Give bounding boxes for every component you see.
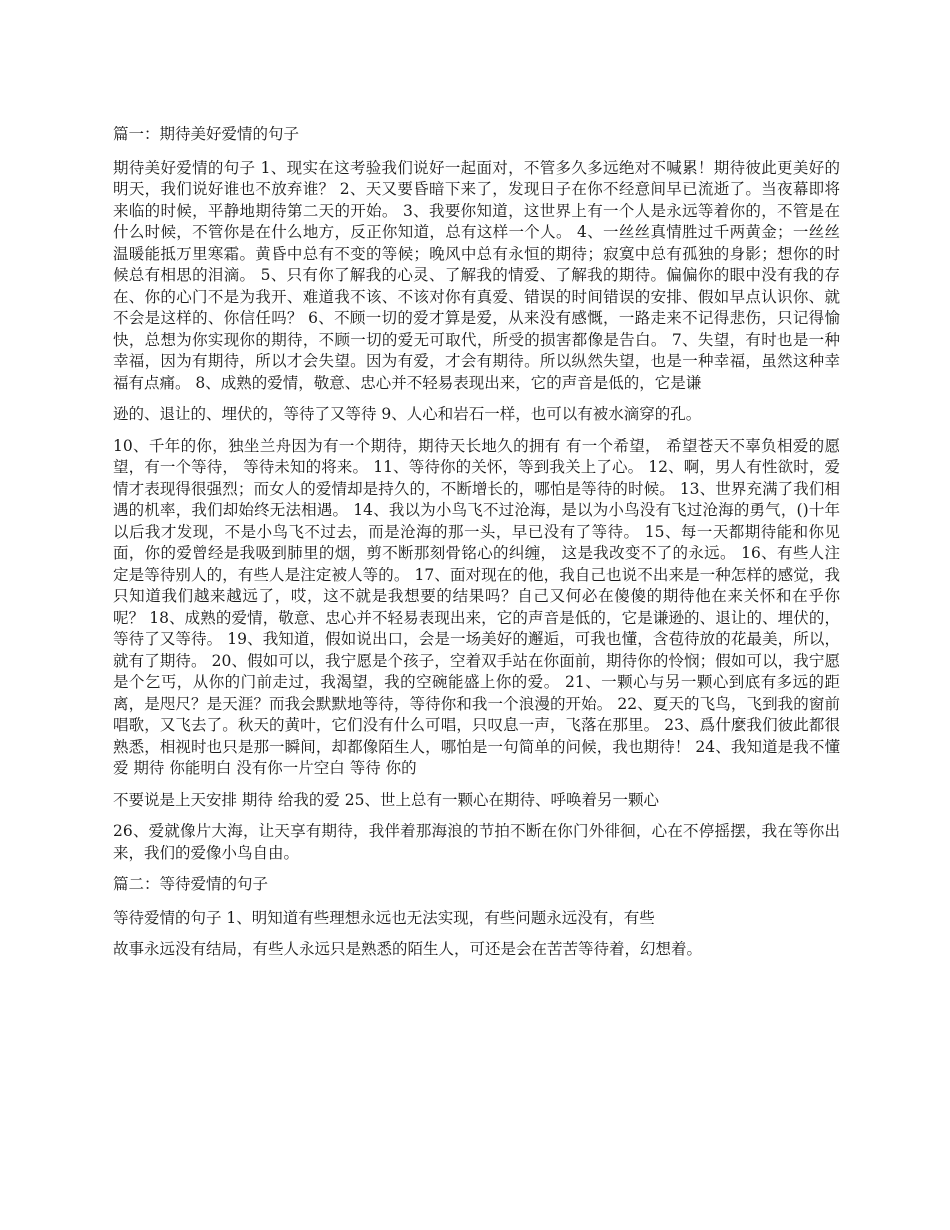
body-paragraph: 26、爱就像片大海，让天享有期待，我伴着那海浪的节拍不断在你门外徘徊，心在不停摇摆，我在等你出来，我们的爱像小鸟自由。 [113, 822, 840, 862]
body-paragraph: 等待爱情的句子 1、明知道有些理想永远也无法实现，有些问题永远没有，有些 [113, 908, 655, 927]
section-heading-2: 篇二：等待爱情的句子 [113, 875, 269, 893]
section-heading-1: 篇一：期待美好爱情的句子 [113, 125, 300, 143]
body-paragraph: 故事永远没有结局，有些人永远只是熟悉的陌生人，可还是会在苦苦等待着，幻想着。 [113, 940, 703, 958]
body-paragraph: 逊的、退让的、埋伏的，等待了又等待 9、人心和岩石一样，也可以有被水滴穿的孔。 [113, 405, 702, 423]
body-paragraph: 期待美好爱情的句子 1、现实在这考验我们说好一起面对，不管多久多远绝对不喊累！期待彼此更美好的明天，我们说好谁也不放弃谁？ 2、天又要昏暗下来了，发现日子在你不经意间早已流逝了。当夜幕即将来临的时候，平静地期待第二天的开始。 3、我要你知道，这世界上有一个人是永远等着你的，不管是在什么时候，不管你是在什么地方，反正你知道，总有这样一个人。 4、一丝丝真情胜过千两黄金；一丝丝温暖能抵万里寒霜。黄昏中总有不变的等候；晚风中总有永恒的期待；寂寞中总有孤独的身影；想你的时候总有相思的泪滴。 5、只有你了解我的心灵、了解我的情爱、了解我的期待。偏偏你的眼中没有我的存在、你的心门不是为我开、难道我不该、不该对你有真爱、错误的时间错误的安排、假如早点认识你、就不会是这样的、你信任吗？ 6、不顾一切的爱才算是爱，从来没有感慨，一路走来不记得悲伤，只记得愉快，总想为你实现你的期待，不顾一切的爱无可取代，所受的损害都像是告白。 7、失望，有时也是一种幸福，因为有期待，所以才会失望。因为有爱，才会有期待。所以纵然失望，也是一种幸福，虽然这种幸福有点痛。 8、成熟的爱情，敬意、忠心并不轻易表现出来，它的声音是低的，它是谦 [113, 158, 840, 392]
body-paragraph: 不要说是上天安排 期待 给我的爱 25、世上总有一颗心在期待、呼唤着另一颗心 [113, 790, 660, 809]
body-paragraph: 10、千年的你，独坐兰舟因为有一个期待，期待天长地久的拥有 有一个希望， 希望苍天不辜负相爱的愿望，有一个等待， 等待未知的将来。 11、等待你的关怀，等到我关上了心。 12、啊，男人有性欲时，爱情才表现得很强烈；而女人的爱情却是持久的，不断增长的，哪怕是等待的时候。 13、世界充满了我们相遇的机率，我们却始终无法相遇。 14、我以为小鸟飞不过沧海，是以为小鸟没有飞过沧海的勇气，()十年以后我才发现，不是小鸟飞不过去，而是沧海的那一头，早已没有了等待。 15、每一天都期待能和你见面，你的爱曾经是我吸到肺里的烟，剪不断那刻骨铭心的纠缠， 这是我改变不了的永远。 16、有些人注定是等待别人的，有些人是注定被人等的。 17、面对现在的他，我自己也说不出来是一种怎样的感觉，我只知道我们越来越远了，哎，这不就是我想要的结果吗？自己又何必在傻傻的期待他在来关怀和在乎你呢？ 18、成熟的爱情，敬意、忠心并不轻易表现出来，它的声音是低的，它是谦逊的、退让的、埋伏的，等待了又等待。 19、我知道，假如说出口，会是一场美好的邂逅，可我也懂，含苞待放的花最美，所以，就有了期待。 20、假如可以，我宁愿是个孩子，空着双手站在你面前，期待你的怜悯；假如可以，我宁愿是个乞丐，从你的门前走过，我渴望，我的空碗能盛上你的爱。 21、一颗心与另一颗心到底有多远的距离，是咫尺？是天涯？而我会默默地等待，等待你和我一个浪漫的开始。 22、夏天的飞鸟，飞到我的窗前唱歌，又飞去了。秋天的黄叶，它们没有什么可唱，只叹息一声，飞落在那里。 23、爲什麼我们彼此都很熟悉，相视时也只是那一瞬间，却都像陌生人，哪怕是一句简单的问候，我也期待！ 24、我知道是我不懂爱 期待 你能明白 没有你一片空白 等待 你的 [113, 436, 840, 777]
document-body [113, 124, 840, 971]
